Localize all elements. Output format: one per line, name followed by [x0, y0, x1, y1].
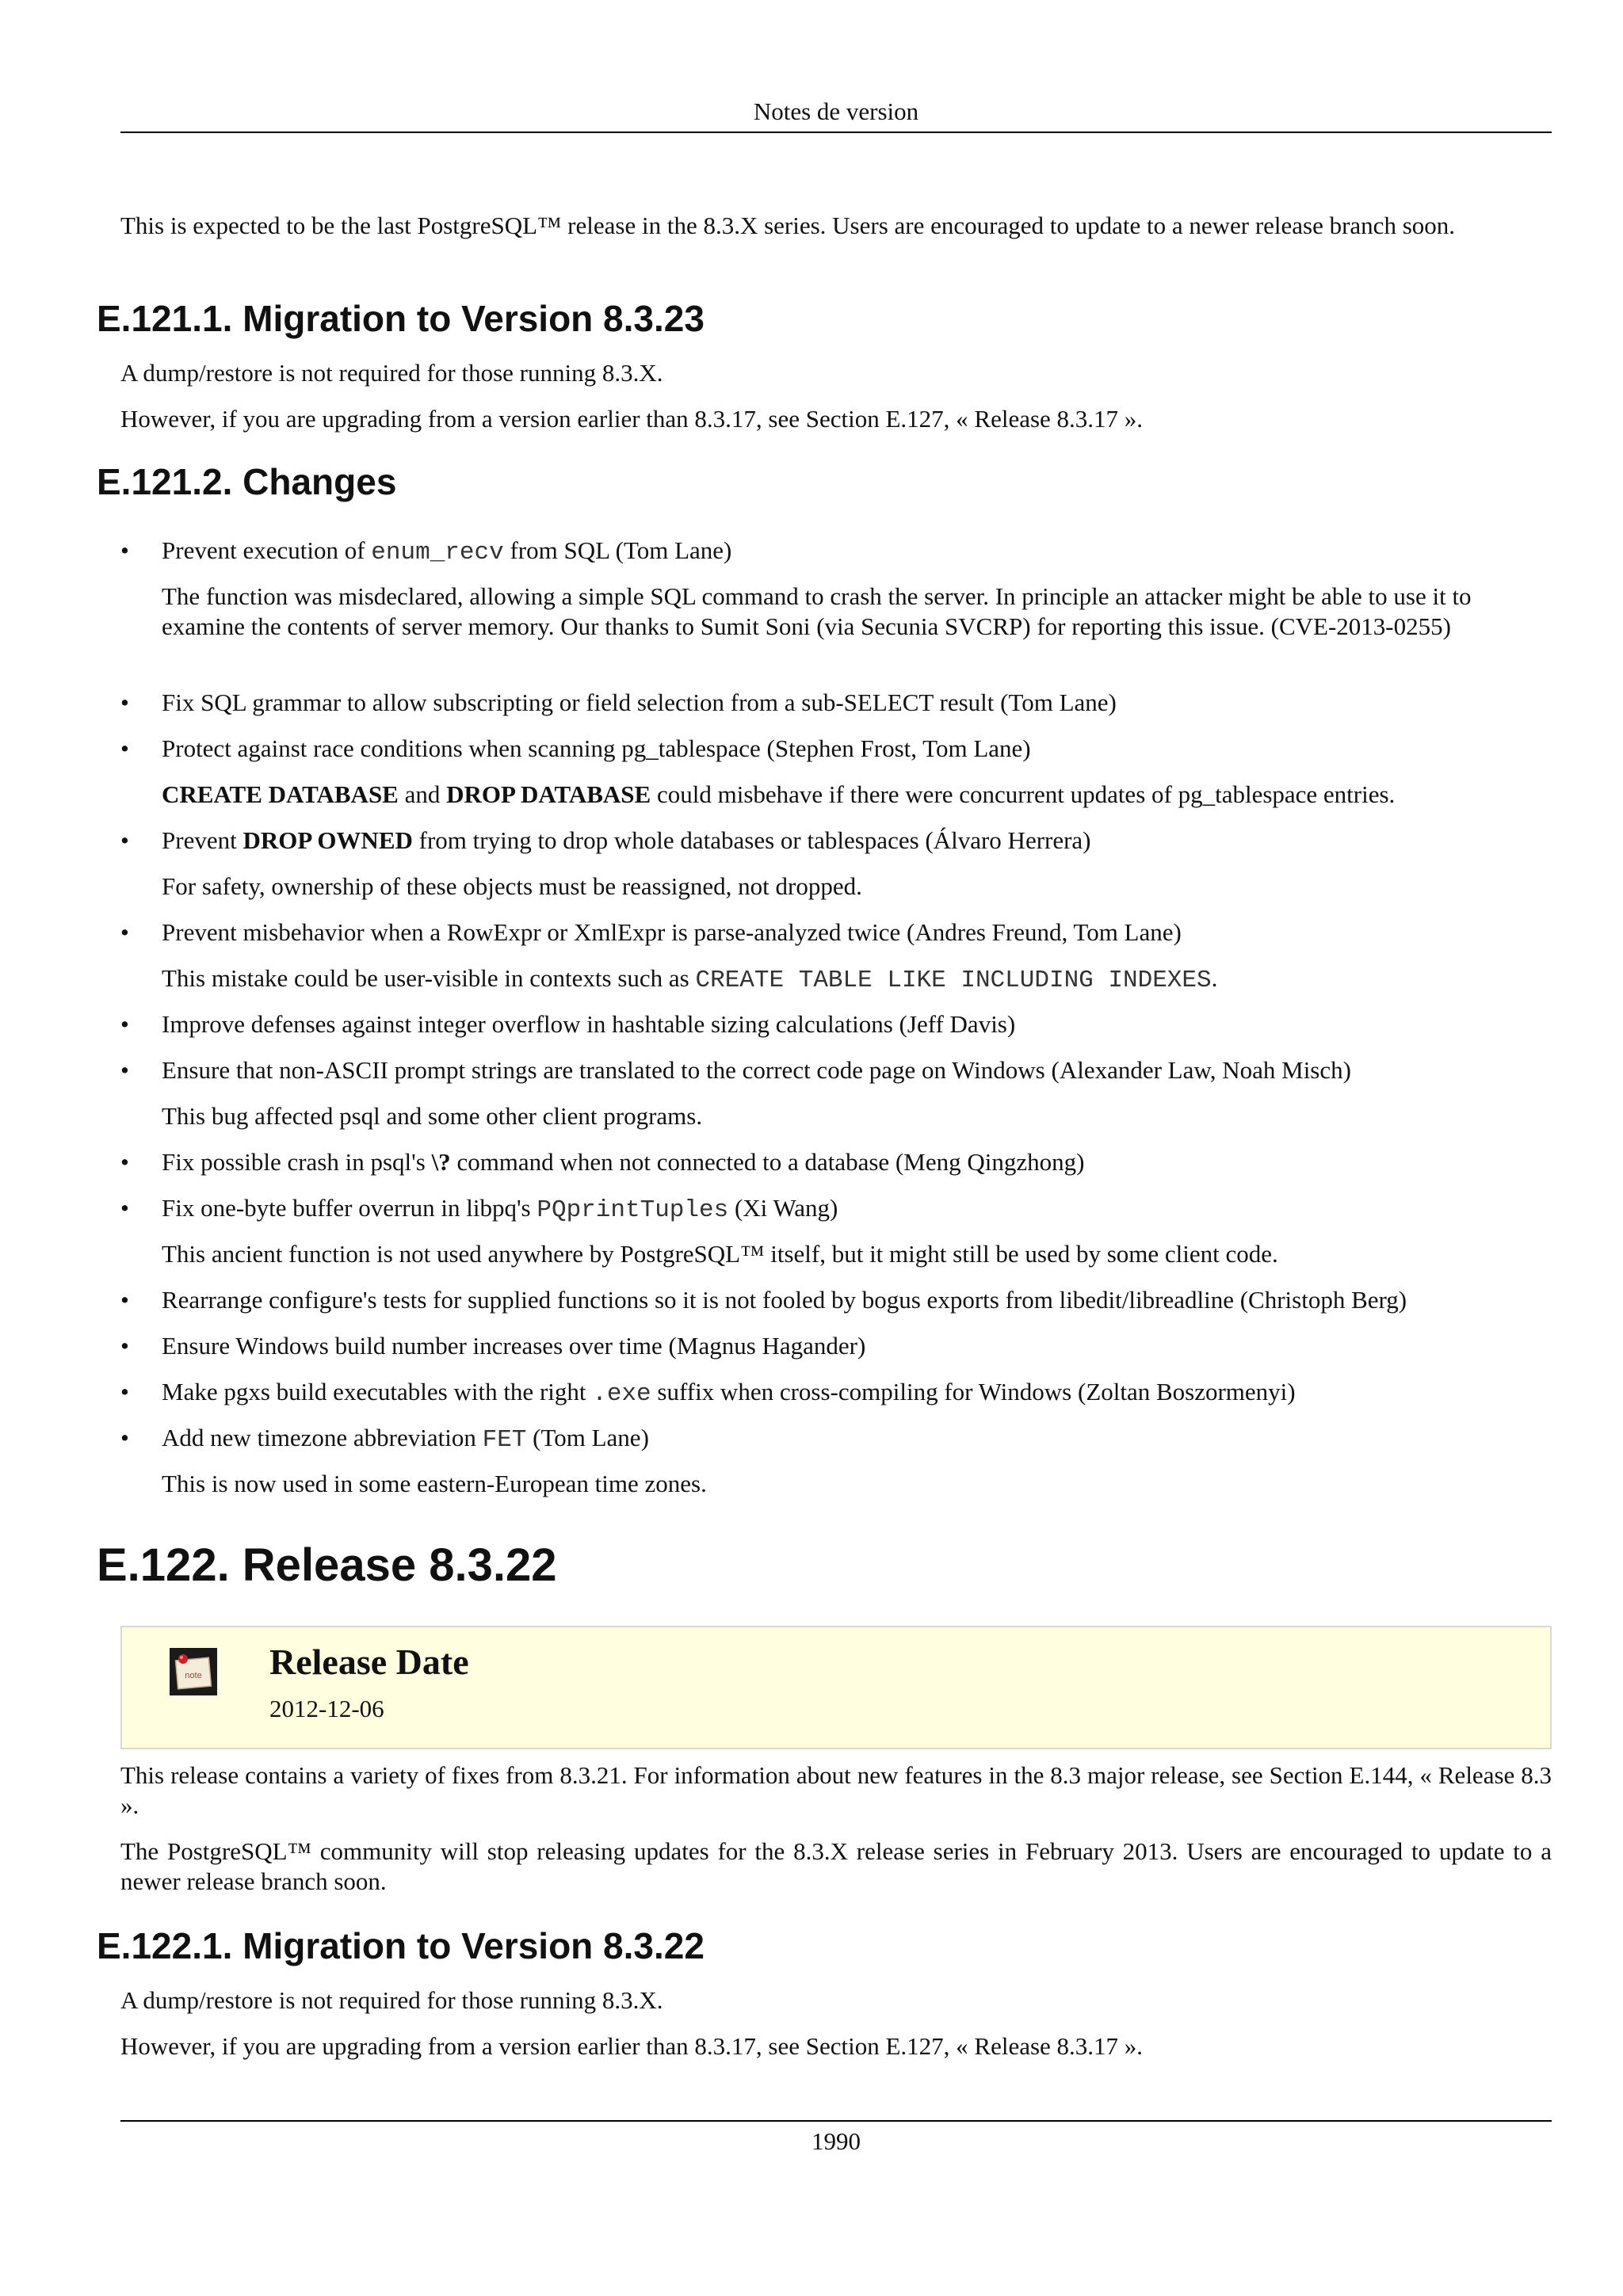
change-item-9-detail: This ancient function is not used anywhere by PostgreSQL™ itself, but it might still be used by some client code. [162, 1240, 1278, 1268]
code-create-table-like: CREATE TABLE LIKE INCLUDING INDEXES [695, 967, 1212, 994]
change-item-12: Make pgxs build executables with the right .exe suffix when cross-compiling for Windows (Zoltan Boszormenyi) [162, 1378, 1296, 1408]
code-fet: FET [482, 1426, 527, 1454]
change-item-13-detail: This is now used in some eastern-European time zones. [162, 1470, 707, 1497]
page-header: Notes de version [120, 92, 1552, 133]
change-item-4: Prevent DROP OWNED from trying to drop whole databases or tablespaces (Álvaro Herrera) [162, 826, 1091, 854]
change-item-9: Fix one-byte buffer overrun in libpq's PQprintTuples (Xi Wang) [162, 1194, 838, 1224]
intro-paragraph: This is expected to be the last PostgreSQL™ release in the 8.3.X series. Users are encouraged to update to a newer release branch soon. [120, 212, 1456, 239]
migration-paragraph-2: However, if you are upgrading from a version earlier than 8.3.17, see Section E.127, « Release 8.3.17 ». [120, 405, 1144, 433]
change-item-4-detail: For safety, ownership of these objects must be reassigned, not dropped. [162, 872, 862, 900]
bullet: • [120, 536, 129, 564]
change-item-1-detail: The function was misdeclared, allowing a simple SQL command to crash the server. In principle an attacker might be able to use it to examine the contents of server memory. Our thanks to Sumit Soni (via Secunia SVCRP) for reporting this issue. (CVE-2013-0255) [162, 582, 1472, 640]
change-item-8: Fix possible crash in psql's \? command when not connected to a database (Meng Qingzhong) [162, 1148, 1085, 1176]
code-pqprinttuples: PQprintTuples [537, 1196, 729, 1224]
change-item-3-detail: CREATE DATABASE and DROP DATABASE could misbehave if there were concurrent updates of pg_tablespace entries. [162, 780, 1396, 808]
bullet: • [120, 734, 129, 762]
change-item-7-detail: This bug affected psql and some other client programs. [162, 1102, 703, 1130]
migration2-paragraph-1: A dump/restore is not required for those running 8.3.X. [120, 1986, 663, 2014]
bullet: • [120, 688, 129, 716]
bullet: • [120, 826, 129, 854]
change-item-5-detail: This mistake could be user-visible in contexts such as CREATE TABLE LIKE INCLUDING INDEXES. [162, 964, 1218, 994]
change-item-10: Rearrange configure's tests for supplied functions so it is not fooled by bogus exports from libedit/libreadline (Christoph Berg) [162, 1286, 1407, 1314]
page-number: 1990 [120, 2120, 1552, 2161]
bullet: • [120, 1194, 129, 1222]
migration2-paragraph-2: However, if you are upgrading from a version earlier than 8.3.17, see Section E.127, « Release 8.3.17 ». [120, 2032, 1144, 2060]
bullet: • [120, 1378, 129, 1405]
change-item-3: Protect against race conditions when scanning pg_tablespace (Stephen Frost, Tom Lane) [162, 734, 1031, 762]
bullet: • [120, 1056, 129, 1084]
section-title-changes: E.121.2. Changes [97, 461, 397, 502]
section-title-migration-8-3-23: E.121.1. Migration to Version 8.3.23 [97, 298, 705, 339]
release-paragraph-2: The PostgreSQL™ community will stop releasing updates for the 8.3.X release series in February 2013. Users are encouraged to update to a newer release branch soon. [120, 1837, 1552, 1895]
change-item-11: Ensure Windows build number increases over time (Magnus Hagander) [162, 1332, 866, 1360]
bullet: • [120, 1010, 129, 1038]
bullet: • [120, 1332, 129, 1360]
release-date-note [120, 1626, 1552, 1749]
change-item-1: Prevent execution of enum_recv from SQL (Tom Lane) [162, 536, 732, 566]
bullet: • [120, 1286, 129, 1314]
note-title: Release Date [269, 1642, 469, 1682]
section-title-release-8-3-22: E.122. Release 8.3.22 [97, 1539, 557, 1591]
change-item-2: Fix SQL grammar to allow subscripting or field selection from a sub-SELECT result (Tom Lane) [162, 688, 1117, 716]
bullet: • [120, 1148, 129, 1176]
change-item-6: Improve defenses against integer overflow in hashtable sizing calculations (Jeff Davis) [162, 1010, 1016, 1038]
section-title-migration-8-3-22: E.122.1. Migration to Version 8.3.22 [97, 1925, 705, 1966]
change-item-7: Ensure that non-ASCII prompt strings are translated to the correct code page on Windows (Alexander Law, Noah Misch) [162, 1056, 1351, 1084]
code-exe: .exe [592, 1380, 651, 1408]
bullet: • [120, 918, 129, 946]
release-date-value: 2012-12-06 [269, 1695, 384, 1722]
note-icon [170, 1648, 217, 1695]
change-item-5: Prevent misbehavior when a RowExpr or XmlExpr is parse-analyzed twice (Andres Freund, Tom Lane) [162, 918, 1182, 946]
change-item-13: Add new timezone abbreviation FET (Tom Lane) [162, 1424, 649, 1454]
release-paragraph-1: This release contains a variety of fixes from 8.3.21. For information about new features in the 8.3 major release, see Section E.144, « Release 8.3 ». [120, 1761, 1552, 1819]
bullet: • [120, 1424, 129, 1451]
migration-paragraph-1: A dump/restore is not required for those running 8.3.X. [120, 359, 663, 387]
code-enum-recv: enum_recv [371, 539, 504, 566]
note-icon-label: note [185, 1671, 202, 1680]
